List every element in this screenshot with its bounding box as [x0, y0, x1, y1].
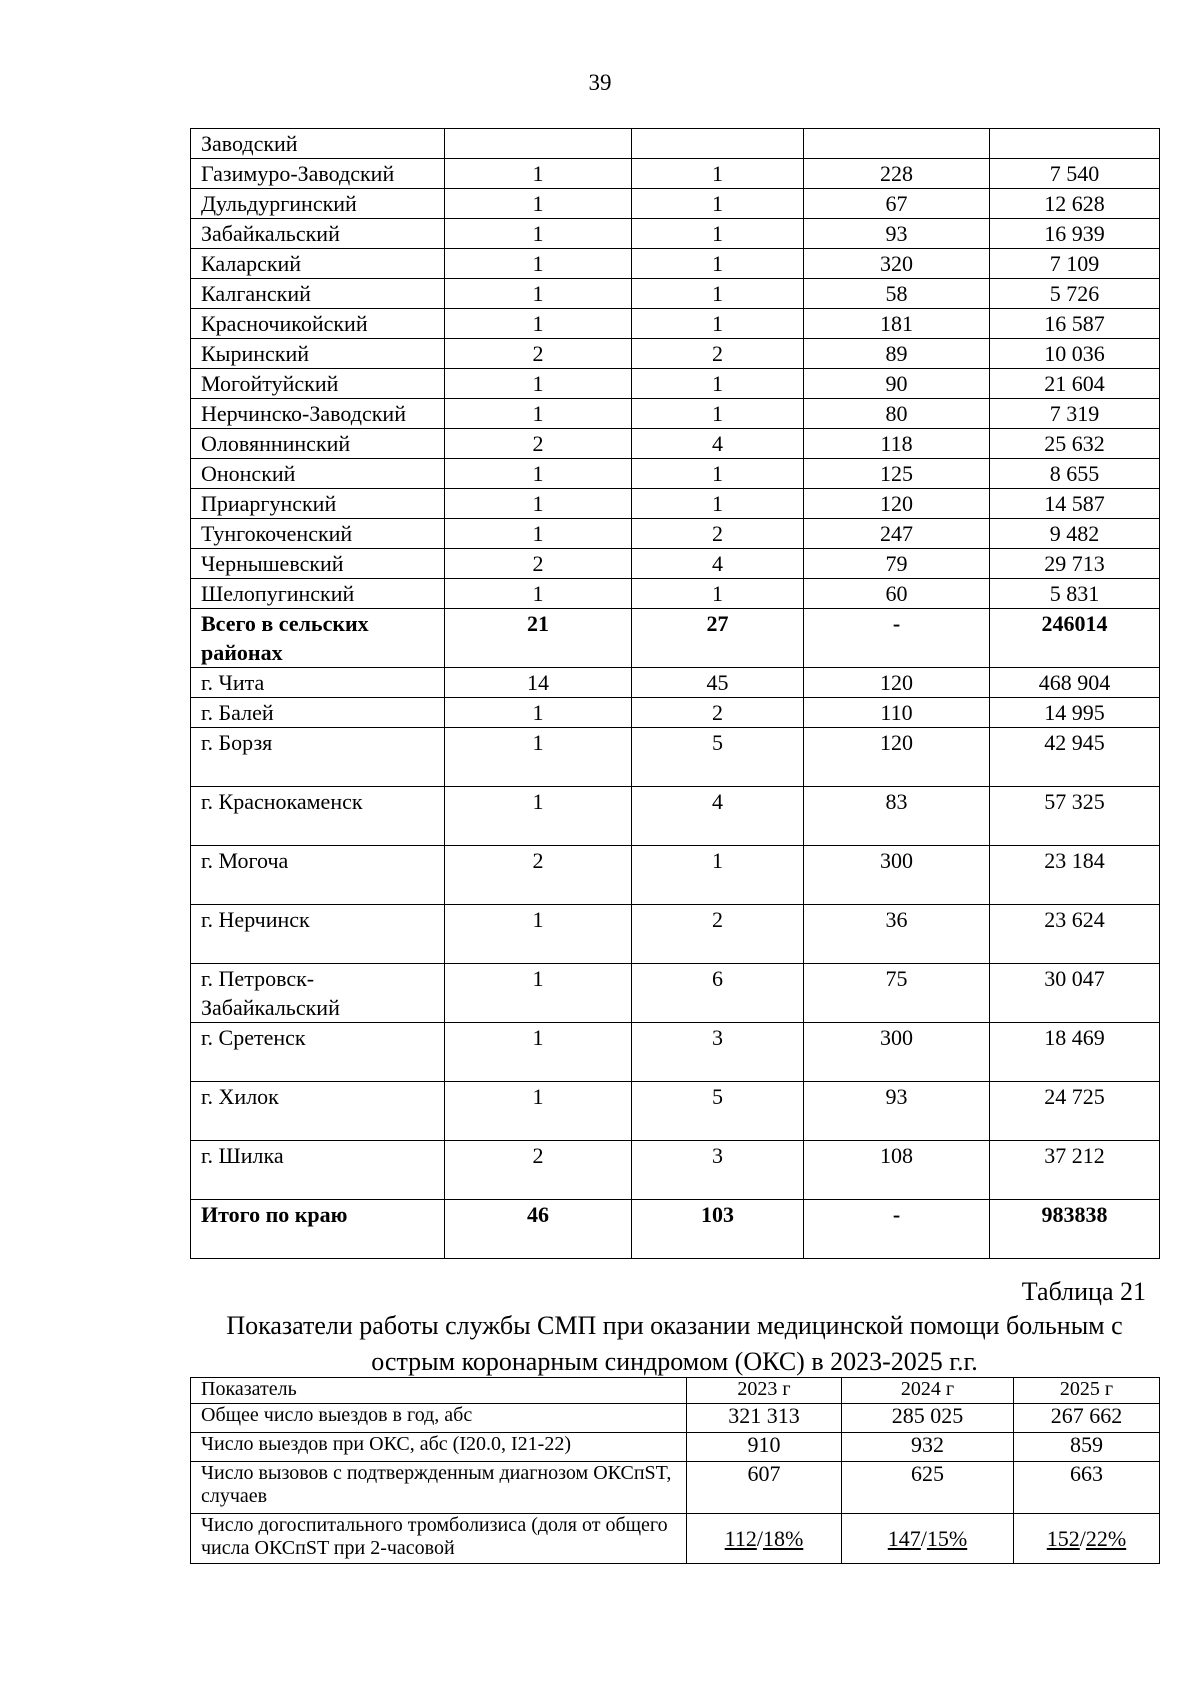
value-col-1: 21	[445, 609, 632, 668]
value-col-2: 4	[632, 429, 804, 459]
value-col-4: 16 939	[990, 219, 1160, 249]
district-name: Всего в сельских районах	[191, 609, 445, 668]
value-col-3: 108	[804, 1141, 990, 1200]
district-name: Красночикойский	[191, 309, 445, 339]
value-col-3: 83	[804, 787, 990, 846]
value-2024: 932	[842, 1433, 1014, 1462]
value-2024: 285 025	[842, 1404, 1014, 1433]
district-name: Чернышевский	[191, 549, 445, 579]
value-col-4: 5 831	[990, 579, 1160, 609]
value-col-3: 58	[804, 279, 990, 309]
district-name: Кыринский	[191, 339, 445, 369]
value-col-4: 57 325	[990, 787, 1160, 846]
value-col-4: 21 604	[990, 369, 1160, 399]
value-col-3: 181	[804, 309, 990, 339]
value-col-2: 1	[632, 249, 804, 279]
abs-value: 147	[887, 1526, 921, 1551]
table-row	[191, 1082, 1160, 1141]
table-row	[191, 905, 1160, 964]
district-name: г. Петровск-Забайкальский	[191, 964, 445, 1023]
table-row	[191, 219, 1160, 249]
value-col-2: 4	[632, 549, 804, 579]
district-name: Каларский	[191, 249, 445, 279]
table-row	[191, 698, 1160, 728]
table-row	[191, 129, 1160, 159]
district-name: г. Шилка	[191, 1141, 445, 1200]
page-number: 39	[588, 70, 612, 95]
district-name: г. Сретенск	[191, 1023, 445, 1082]
value-col-1: 2	[445, 1141, 632, 1200]
value-col-4: 42 945	[990, 728, 1160, 787]
table-row	[191, 787, 1160, 846]
value-col-3: 120	[804, 489, 990, 519]
value-col-3: 36	[804, 905, 990, 964]
value-col-1: 1	[445, 489, 632, 519]
table-row	[191, 1462, 1160, 1514]
value-col-4: 7 540	[990, 159, 1160, 189]
value-2025: 859	[1014, 1433, 1160, 1462]
value-2025: 663	[1014, 1462, 1160, 1514]
abs-value: 112	[724, 1526, 757, 1551]
value-col-2: 1	[632, 189, 804, 219]
table-total-row	[191, 1200, 1160, 1259]
table-row	[191, 189, 1160, 219]
value-col-4: 468 904	[990, 668, 1160, 698]
header-year-2023: 2023 г	[687, 1378, 842, 1404]
table-row	[191, 579, 1160, 609]
value-col-3: 89	[804, 339, 990, 369]
value-col-2: 1	[632, 846, 804, 905]
table-row	[191, 399, 1160, 429]
value-col-2: 5	[632, 1082, 804, 1141]
table-row	[191, 1141, 1160, 1200]
value-col-2: 5	[632, 728, 804, 787]
value-col-2: 3	[632, 1023, 804, 1082]
value-col-1: 1	[445, 1023, 632, 1082]
value-col-3: 93	[804, 219, 990, 249]
header-year-2024: 2024 г	[842, 1378, 1014, 1404]
value-col-3	[804, 129, 990, 159]
value-col-4: 5 726	[990, 279, 1160, 309]
district-name: Итого по краю	[191, 1200, 445, 1259]
value-col-1: 1	[445, 219, 632, 249]
value-col-4: 23 184	[990, 846, 1160, 905]
value-col-3: 93	[804, 1082, 990, 1141]
value-col-3: 300	[804, 1023, 990, 1082]
district-name: Калганский	[191, 279, 445, 309]
row-label: Общее число выездов в год, абс	[191, 1404, 687, 1433]
value-2025: 152/22%	[1014, 1514, 1160, 1564]
value-col-4: 9 482	[990, 519, 1160, 549]
district-name: Тунгокоченский	[191, 519, 445, 549]
value-col-3: -	[804, 609, 990, 668]
value-col-1: 1	[445, 249, 632, 279]
table-row	[191, 369, 1160, 399]
value-col-3: 247	[804, 519, 990, 549]
percent-value: 18%	[762, 1526, 804, 1551]
value-col-4: 8 655	[990, 459, 1160, 489]
value-col-2: 1	[632, 309, 804, 339]
value-col-1: 2	[445, 429, 632, 459]
value-col-4	[990, 129, 1160, 159]
value-col-1	[445, 129, 632, 159]
table-row	[191, 1023, 1160, 1082]
table-row	[191, 309, 1160, 339]
district-name: г. Чита	[191, 668, 445, 698]
value-col-2: 1	[632, 579, 804, 609]
percent-value: 22%	[1085, 1526, 1127, 1551]
value-col-2: 2	[632, 519, 804, 549]
value-col-2: 103	[632, 1200, 804, 1259]
value-col-2: 45	[632, 668, 804, 698]
value-col-3: 118	[804, 429, 990, 459]
value-col-2: 1	[632, 219, 804, 249]
value-col-1: 2	[445, 549, 632, 579]
value-2023: 910	[687, 1433, 842, 1462]
district-name: г. Могоча	[191, 846, 445, 905]
value-col-3: 79	[804, 549, 990, 579]
value-col-3: 60	[804, 579, 990, 609]
value-col-2: 1	[632, 399, 804, 429]
value-2023: 607	[687, 1462, 842, 1514]
value-col-2: 1	[632, 279, 804, 309]
value-col-3: 125	[804, 459, 990, 489]
value-col-4: 983838	[990, 1200, 1160, 1259]
value-col-1: 2	[445, 339, 632, 369]
value-col-1: 1	[445, 579, 632, 609]
table-number-label: Таблица 21	[1021, 1277, 1146, 1306]
table-row	[191, 1404, 1160, 1433]
district-name: Оловяннинский	[191, 429, 445, 459]
value-2024: 147/15%	[842, 1514, 1014, 1564]
table-title: Показатели работы службы СМП при оказании медицинской помощи больным с острым коронарным синдромом (ОКС) в 2023-2025 г.г.	[226, 1311, 1123, 1376]
value-col-1: 1	[445, 309, 632, 339]
value-col-3: 228	[804, 159, 990, 189]
value-col-3: 120	[804, 728, 990, 787]
row-label: Число выездов при ОКС, абс (I20.0, I21-22)	[191, 1433, 687, 1462]
value-col-1: 1	[445, 369, 632, 399]
value-col-1: 1	[445, 519, 632, 549]
table-row	[191, 846, 1160, 905]
value-col-3: 320	[804, 249, 990, 279]
value-col-1: 1	[445, 189, 632, 219]
value-col-3: 90	[804, 369, 990, 399]
value-col-2: 1	[632, 369, 804, 399]
value-col-1: 1	[445, 399, 632, 429]
row-label: Число вызовов с подтвержденным диагнозом ОКСпST, случаев	[191, 1462, 687, 1514]
district-name: Дульдургинский	[191, 189, 445, 219]
value-col-2: 4	[632, 787, 804, 846]
value-col-2: 2	[632, 905, 804, 964]
percent-value: 15%	[926, 1526, 968, 1551]
table-row	[191, 429, 1160, 459]
value-col-1: 1	[445, 905, 632, 964]
table-row	[191, 279, 1160, 309]
value-col-2: 2	[632, 698, 804, 728]
abs-value: 152	[1046, 1526, 1080, 1551]
value-col-4: 29 713	[990, 549, 1160, 579]
value-col-3: -	[804, 1200, 990, 1259]
value-col-1: 1	[445, 728, 632, 787]
district-name: Газимуро-Заводский	[191, 159, 445, 189]
value-col-4: 7 319	[990, 399, 1160, 429]
value-col-2: 3	[632, 1141, 804, 1200]
table-row	[191, 339, 1160, 369]
value-col-1: 1	[445, 279, 632, 309]
table-row	[191, 249, 1160, 279]
table-row	[191, 489, 1160, 519]
value-col-4: 18 469	[990, 1023, 1160, 1082]
value-col-4: 14 995	[990, 698, 1160, 728]
value-col-1: 1	[445, 787, 632, 846]
district-name: г. Балей	[191, 698, 445, 728]
value-col-2: 6	[632, 964, 804, 1023]
value-col-3: 300	[804, 846, 990, 905]
district-name: Заводский	[191, 129, 445, 159]
table-row	[191, 728, 1160, 787]
row-label: Число догоспитального тромболизиса (доля от общего числа ОКСпST при 2-часовой	[191, 1514, 687, 1564]
value-col-1: 1	[445, 1082, 632, 1141]
table-row	[191, 549, 1160, 579]
value-col-4: 24 725	[990, 1082, 1160, 1141]
value-col-3: 67	[804, 189, 990, 219]
district-name: Забайкальский	[191, 219, 445, 249]
value-col-4: 10 036	[990, 339, 1160, 369]
district-name: г. Хилок	[191, 1082, 445, 1141]
districts-table	[190, 128, 1160, 1259]
value-col-2: 1	[632, 159, 804, 189]
table-row	[191, 1433, 1160, 1462]
district-name: г. Нерчинск	[191, 905, 445, 964]
district-name: г. Борзя	[191, 728, 445, 787]
value-col-1: 1	[445, 964, 632, 1023]
table-total-row	[191, 609, 1160, 668]
value-col-4: 246014	[990, 609, 1160, 668]
value-col-2	[632, 129, 804, 159]
value-col-1: 2	[445, 846, 632, 905]
value-col-4: 7 109	[990, 249, 1160, 279]
value-col-4: 30 047	[990, 964, 1160, 1023]
table-row	[191, 1514, 1160, 1564]
table-row	[191, 668, 1160, 698]
table-row	[191, 964, 1160, 1023]
value-2023: 321 313	[687, 1404, 842, 1433]
value-col-2: 2	[632, 339, 804, 369]
district-name: Ононский	[191, 459, 445, 489]
value-col-4: 12 628	[990, 189, 1160, 219]
value-col-4: 16 587	[990, 309, 1160, 339]
value-col-4: 25 632	[990, 429, 1160, 459]
header-year-2025: 2025 г	[1014, 1378, 1160, 1404]
value-col-1: 46	[445, 1200, 632, 1259]
ambulance-acs-table	[190, 1377, 1160, 1564]
value-col-2: 27	[632, 609, 804, 668]
value-col-1: 1	[445, 459, 632, 489]
value-col-3: 120	[804, 668, 990, 698]
value-col-4: 23 624	[990, 905, 1160, 964]
value-col-2: 1	[632, 459, 804, 489]
header-indicator: Показатель	[191, 1378, 687, 1404]
value-col-4: 14 587	[990, 489, 1160, 519]
value-2024: 625	[842, 1462, 1014, 1514]
value-col-3: 75	[804, 964, 990, 1023]
table-row	[191, 159, 1160, 189]
value-col-3: 110	[804, 698, 990, 728]
value-2025: 267 662	[1014, 1404, 1160, 1433]
district-name: г. Краснокаменск	[191, 787, 445, 846]
value-col-4: 37 212	[990, 1141, 1160, 1200]
value-col-1: 1	[445, 159, 632, 189]
value-col-3: 80	[804, 399, 990, 429]
value-col-1: 14	[445, 668, 632, 698]
table-row	[191, 459, 1160, 489]
district-name: Нерчинско-Заводский	[191, 399, 445, 429]
table-row	[191, 519, 1160, 549]
district-name: Приаргунский	[191, 489, 445, 519]
value-2023: 112/18%	[687, 1514, 842, 1564]
value-col-2: 1	[632, 489, 804, 519]
district-name: Могойтуйский	[191, 369, 445, 399]
district-name: Шелопугинский	[191, 579, 445, 609]
table-header-row	[191, 1378, 1160, 1404]
value-col-1: 1	[445, 698, 632, 728]
